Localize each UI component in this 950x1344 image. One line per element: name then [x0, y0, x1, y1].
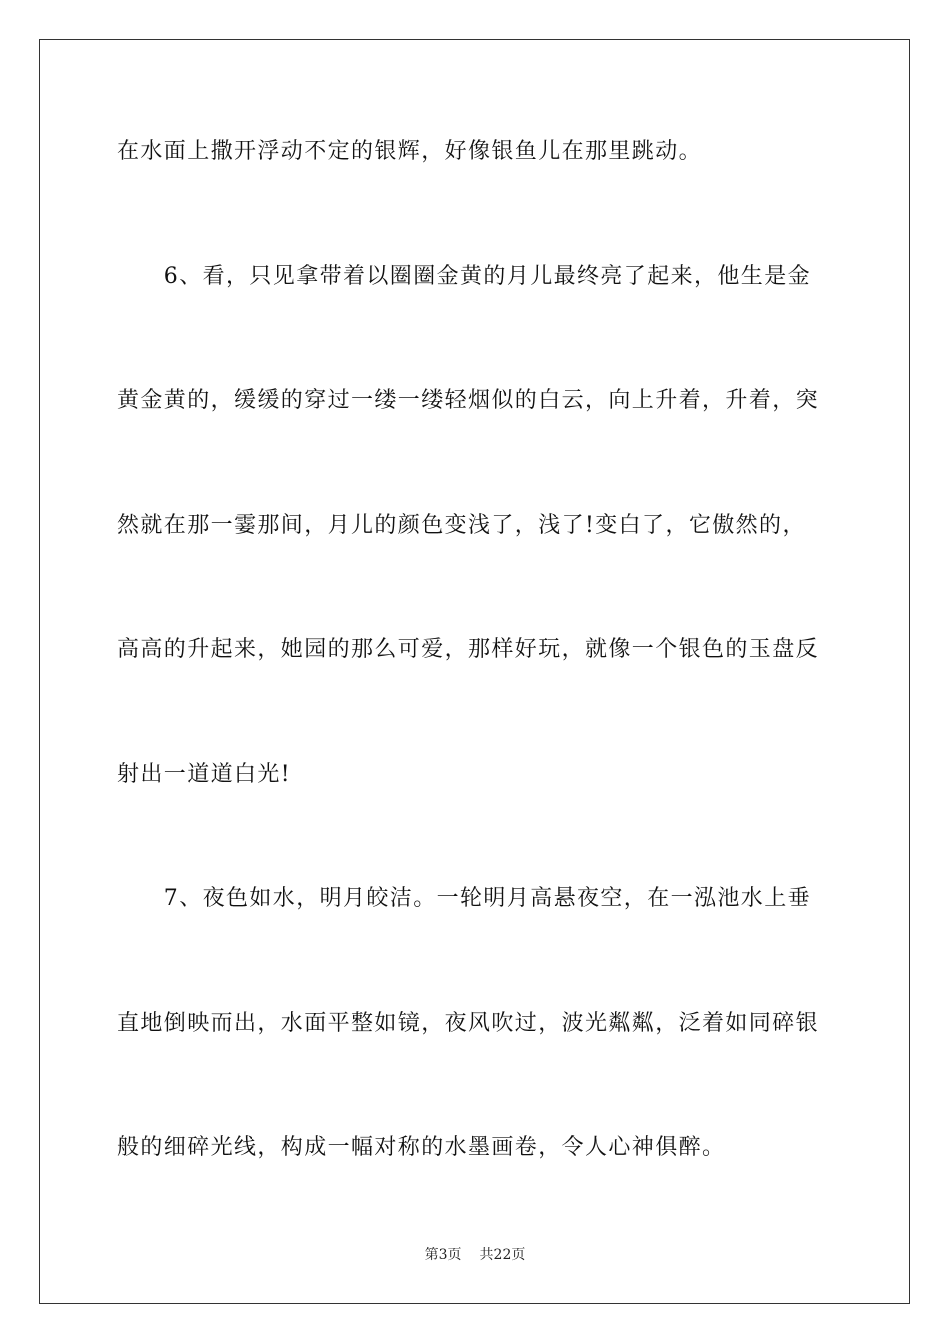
- page-number: 第3页: [424, 1247, 462, 1263]
- text-line: 黄金黄的，缓缓的穿过一缕一缕轻烟似的白云，向上升着，升着，突: [117, 388, 820, 413]
- page-frame: [39, 39, 910, 1304]
- text-line: 般的细碎光线，构成一幅对称的水墨画卷，令人心神俱醉。: [117, 1135, 726, 1160]
- text-line: 射出一道道白光!: [117, 762, 292, 787]
- text-line: 然就在那一霎那间，月儿的颜色变浅了，浅了!变白了，它傲然的，: [117, 513, 806, 538]
- page-total: 共22页: [479, 1247, 526, 1263]
- text-line: 在水面上撒开浮动不定的银辉，好像银鱼儿在那里跳动。: [117, 139, 703, 164]
- text-line: 高高的升起来，她园的那么可爱，那样好玩，就像一个银色的玉盘反: [117, 637, 820, 662]
- text-line: 7、夜色如水，明月皎洁。一轮明月高悬夜空，在一泓池水上垂: [117, 886, 811, 911]
- page-footer: [0, 1245, 950, 1265]
- text-line: 6、看，只见拿带着以圈圈金黄的月儿最终亮了起来，他生是金: [117, 264, 811, 289]
- text-line: 直地倒映而出，水面平整如镜，夜风吹过，波光粼粼，泛着如同碎银: [117, 1011, 820, 1036]
